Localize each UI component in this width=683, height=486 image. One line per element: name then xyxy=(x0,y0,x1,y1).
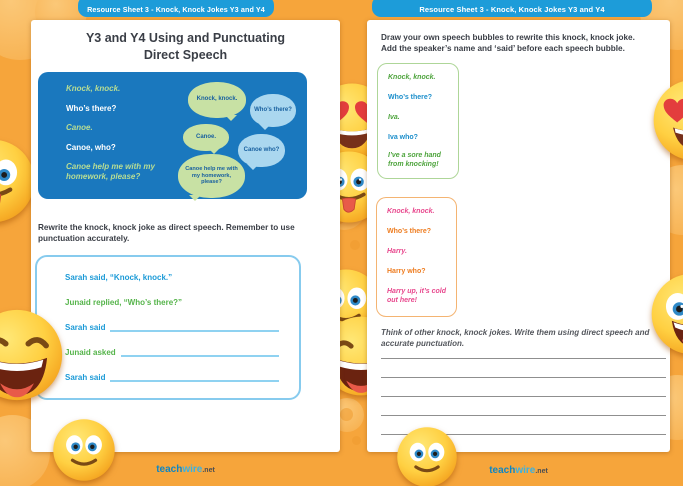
teachwire-logo-net[interactable]: .net xyxy=(535,468,548,475)
heart-eyes-emoji xyxy=(652,78,683,162)
answer-blank-row xyxy=(65,320,279,332)
writing-line xyxy=(381,358,666,359)
teachwire-logo-wire[interactable]: wire xyxy=(515,465,536,476)
smiley-emoji xyxy=(52,418,116,482)
writing-line xyxy=(381,377,666,378)
speech-bubble: Canoe. xyxy=(183,124,229,151)
teachwire-logo-teach[interactable]: teach xyxy=(156,464,183,475)
answer-blank-row xyxy=(65,345,279,357)
background-pattern-dot xyxy=(350,240,360,250)
answer-blank-label: Junaid asked xyxy=(65,348,116,357)
answer-filled-line: Junaid replied, “Who’s there?” xyxy=(65,298,183,307)
teachwire-logo-net[interactable]: .net xyxy=(202,467,215,474)
joke-line: Harry up, it’s cold out here! xyxy=(387,288,446,304)
teachwire-logo-teach[interactable]: teach xyxy=(489,465,516,476)
joke-line: Iva. xyxy=(388,114,400,121)
think-prompt: Think of other knock, knock jokes. Write them using direct speech and accurate punctuation. xyxy=(381,328,650,349)
speech-bubble: Knock, knock. xyxy=(188,82,246,118)
harry-joke-box xyxy=(376,197,457,317)
smiley-emoji xyxy=(396,426,458,486)
draw-instruction-line1: Draw your own speech bubbles to rewrite this knock, knock joke. xyxy=(381,33,635,42)
joke-line: I’ve a sore hand from knocking! xyxy=(388,152,441,168)
joke-line: Harry who? xyxy=(387,268,426,275)
draw-instruction-line2: Add the speaker’s name and ‘said’ before each speech bubble. xyxy=(381,44,625,53)
background-pattern-dot xyxy=(340,408,353,421)
page-title xyxy=(31,30,340,64)
joke-line: Iva who? xyxy=(388,134,418,141)
joke-line: Knock, knock. xyxy=(387,208,435,215)
answer-blank-label: Sarah said xyxy=(65,373,106,382)
teachwire-logo-wire[interactable]: wire xyxy=(182,464,203,475)
joke-line: Knock, knock. xyxy=(388,74,436,81)
background-pattern-dot xyxy=(352,436,361,445)
answer-box xyxy=(35,255,301,400)
worksheet-page-right xyxy=(367,20,670,452)
iva-joke-box xyxy=(377,63,459,179)
answer-write-line xyxy=(110,320,279,332)
page-title-line1: Y3 and Y4 Using and Punctuating xyxy=(85,31,286,45)
resource-sheet-header: Resource Sheet 3 - Knock, Knock Jokes Y3 and Y4 xyxy=(78,0,274,17)
wink-tongue-emoji xyxy=(650,272,683,356)
resource-sheet-header: Resource Sheet 3 - Knock, Knock Jokes Y3 and Y4 xyxy=(372,0,652,17)
joke-line: Who’s there? xyxy=(387,228,432,235)
writing-line xyxy=(381,396,666,397)
answer-filled-line: Sarah said, “Knock, knock.” xyxy=(65,273,173,282)
speech-bubble: Canoe who? xyxy=(238,134,285,167)
joke-panel xyxy=(38,72,307,199)
writing-line xyxy=(381,415,666,416)
joke-line: Knock, knock. xyxy=(66,84,121,93)
speech-bubble: Who’s there? xyxy=(250,94,296,127)
joke-line: Harry. xyxy=(387,248,407,255)
joke-line: Who’s there? xyxy=(388,94,433,101)
joke-line: Canoe, who? xyxy=(66,143,116,152)
answer-write-line xyxy=(110,370,279,382)
joke-line: Canoe. xyxy=(66,123,93,132)
answer-blank-label: Sarah said xyxy=(65,323,106,332)
answer-blank-row xyxy=(65,370,279,382)
laughing-emoji xyxy=(0,308,64,402)
worksheet-page-left xyxy=(31,20,340,452)
joke-line: Canoe help me with my homework, please? xyxy=(66,162,155,181)
page-title-line2: Direct Speech xyxy=(143,47,228,62)
rewrite-instruction: Rewrite the knock, knock joke as direct speech. Remember to use punctuation accurately. xyxy=(38,223,295,244)
answer-write-line xyxy=(121,345,279,357)
joke-line: Who’s there? xyxy=(66,104,117,113)
speech-bubble: Canoe help me with my homework, please? xyxy=(178,154,245,198)
